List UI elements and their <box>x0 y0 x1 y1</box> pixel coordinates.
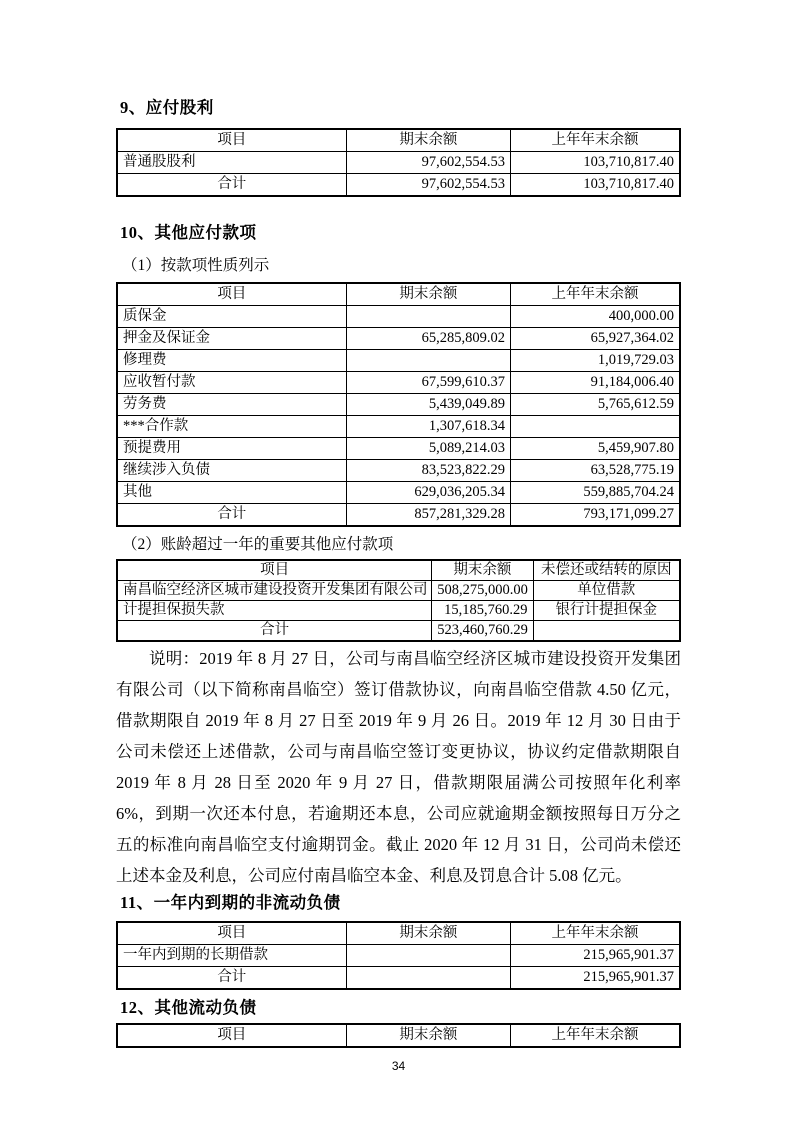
table-head <box>117 283 680 306</box>
table-row <box>117 372 680 394</box>
table-cell: 合计 <box>117 504 346 527</box>
total-row <box>117 967 680 990</box>
header-row <box>117 922 680 945</box>
table-cell <box>533 621 680 642</box>
section-10-heading: 10、其他应付款项 <box>120 223 257 242</box>
table-row <box>117 482 680 504</box>
table-cell <box>346 306 510 328</box>
table-cell: 普通股股利 <box>117 152 346 174</box>
total-row <box>117 504 680 527</box>
column-header: 期末余额 <box>346 283 510 306</box>
header-row <box>117 1024 680 1047</box>
table-cell: 5,459,907.80 <box>511 438 680 460</box>
table-cell: ***合作款 <box>117 416 346 438</box>
table-cell: 508,275,000.00 <box>432 581 533 601</box>
column-header: 上年年末余额 <box>511 283 680 306</box>
table-cell: 应收暂付款 <box>117 372 346 394</box>
total-row <box>117 174 680 197</box>
table-head <box>117 1024 680 1047</box>
table-cell <box>346 350 510 372</box>
table-row <box>117 306 680 328</box>
table-cell: 400,000.00 <box>511 306 680 328</box>
noncurrent-liabilities-due-table <box>116 921 681 990</box>
table-row <box>117 581 680 601</box>
table-cell: 继续涉入负债 <box>117 460 346 482</box>
subsection-10-2-heading: （2）账龄超过一年的重要其他应付款项 <box>122 536 394 553</box>
table-cell: 523,460,760.29 <box>432 621 533 642</box>
table-cell: 65,927,364.02 <box>511 328 680 350</box>
table-cell <box>346 967 510 990</box>
table-row <box>117 601 680 621</box>
table-body <box>117 581 680 642</box>
header-row <box>117 129 680 152</box>
total-row <box>117 621 680 642</box>
table-cell: 修理费 <box>117 350 346 372</box>
section-11-heading: 11、一年内到期的非流动负债 <box>120 893 341 912</box>
table-row <box>117 438 680 460</box>
table-cell: 劳务费 <box>117 394 346 416</box>
table-row <box>117 394 680 416</box>
explanatory-note: 说明：2019 年 8 月 27 日，公司与南昌临空经济区城市建设投资开发集团有限公司（以下简称南昌临空）签订借款协议，向南昌临空借款 4.50 亿元，借款期限自 2019 年 8 月 27 日至 2019 年 9 月 26 日。2019 年 12 月 30 日由于公司未偿还上述借款，公司与南昌临空签订变更协议，协议约定借款期限自 2019 年 8 月 28 日至 2020 年 9 月 27 日，借款期限届满公司按照年化利率 6%，到期一次还本付息，若逾期还本息，公司应就逾期金额按照每日万分之五的标准向南昌临空支付逾期罚金。截止 2020 年 12 月 31 日，公司尚未偿还上述本金及利息，公司应付南昌临空本金、利息及罚息合计 5.08 亿元。 <box>116 649 681 885</box>
table-body <box>117 152 680 197</box>
table-cell: 67,599,610.37 <box>346 372 510 394</box>
column-header: 期末余额 <box>346 129 510 152</box>
column-header: 期末余额 <box>346 1024 510 1047</box>
table-row <box>117 350 680 372</box>
column-header: 上年年末余额 <box>511 129 680 152</box>
table-cell <box>511 416 680 438</box>
column-header: 期末余额 <box>432 560 533 581</box>
section-other-current-liabilities <box>116 998 681 1048</box>
table-cell: 97,602,554.53 <box>346 174 510 197</box>
table-cell: 97,602,554.53 <box>346 152 510 174</box>
page-number: 34 <box>391 1059 406 1073</box>
table-cell <box>346 945 510 967</box>
table-cell: 83,523,822.29 <box>346 460 510 482</box>
header-row <box>117 283 680 306</box>
table-cell: 559,885,704.24 <box>511 482 680 504</box>
table-cell: 63,528,775.19 <box>511 460 680 482</box>
table-cell: 65,285,809.02 <box>346 328 510 350</box>
table-cell: 103,710,817.40 <box>511 152 680 174</box>
table-cell: 1,019,729.03 <box>511 350 680 372</box>
header-row <box>117 560 680 581</box>
column-header: 项目 <box>117 1024 346 1047</box>
column-header: 未偿还或结转的原因 <box>533 560 680 581</box>
column-header: 上年年末余额 <box>511 922 680 945</box>
column-header: 上年年末余额 <box>511 1024 680 1047</box>
table-cell: 南昌临空经济区城市建设投资开发集团有限公司 <box>117 581 432 601</box>
table-cell: 计提担保损失款 <box>117 601 432 621</box>
column-header: 项目 <box>117 283 346 306</box>
table-cell: 1,307,618.34 <box>346 416 510 438</box>
section-dividends-payable <box>116 98 681 197</box>
table-row <box>117 328 680 350</box>
table-cell: 质保金 <box>117 306 346 328</box>
table-cell: 5,439,049.89 <box>346 394 510 416</box>
table-cell: 793,171,099.27 <box>511 504 680 527</box>
table-row <box>117 152 680 174</box>
table-row <box>117 945 680 967</box>
table-cell: 一年内到期的长期借款 <box>117 945 346 967</box>
section-other-payables <box>116 223 681 891</box>
aged-over-one-year-payables-table <box>116 559 681 642</box>
table-cell: 91,184,006.40 <box>511 372 680 394</box>
table-cell: 合计 <box>117 967 346 990</box>
table-cell: 合计 <box>117 621 432 642</box>
table-head <box>117 922 680 945</box>
table-row <box>117 460 680 482</box>
table-cell: 857,281,329.28 <box>346 504 510 527</box>
table-body <box>117 945 680 990</box>
section-noncurrent-liabilities-due-within-one-year <box>116 893 681 990</box>
table-cell: 银行计提担保金 <box>533 601 680 621</box>
subsection-10-1-heading: （1）按款项性质列示 <box>122 257 270 274</box>
table-cell: 合计 <box>117 174 346 197</box>
table-cell: 215,965,901.37 <box>511 945 680 967</box>
table-cell: 押金及保证金 <box>117 328 346 350</box>
table-cell: 103,710,817.40 <box>511 174 680 197</box>
table-cell: 单位借款 <box>533 581 680 601</box>
table-cell: 5,089,214.03 <box>346 438 510 460</box>
table-row <box>117 416 680 438</box>
dividends-payable-table <box>116 128 681 197</box>
table-cell: 预提费用 <box>117 438 346 460</box>
table-head <box>117 129 680 152</box>
table-cell: 629,036,205.34 <box>346 482 510 504</box>
table-body <box>117 306 680 527</box>
column-header: 项目 <box>117 922 346 945</box>
other-current-liabilities-table <box>116 1023 681 1048</box>
table-head <box>117 560 680 581</box>
section-12-heading: 12、其他流动负债 <box>120 998 257 1017</box>
table-cell: 5,765,612.59 <box>511 394 680 416</box>
column-header: 期末余额 <box>346 922 510 945</box>
table-cell: 15,185,760.29 <box>432 601 533 621</box>
column-header: 项目 <box>117 129 346 152</box>
other-payables-by-nature-table <box>116 282 681 527</box>
column-header: 项目 <box>117 560 432 581</box>
table-cell: 其他 <box>117 482 346 504</box>
table-cell: 215,965,901.37 <box>511 967 680 990</box>
section-9-heading: 9、应付股利 <box>120 98 214 117</box>
